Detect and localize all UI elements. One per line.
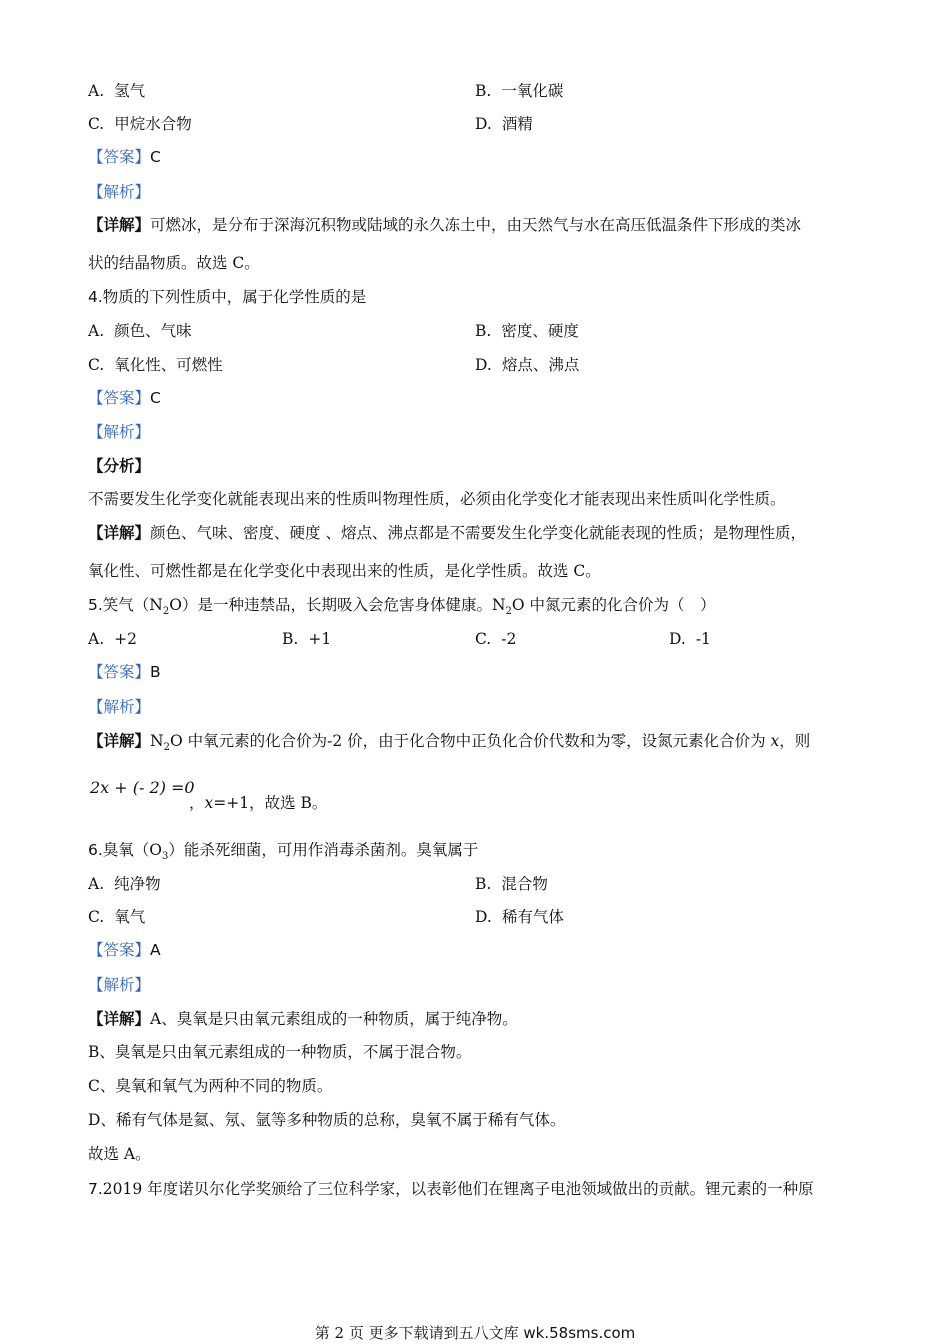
q6-line-c: C、臭氧和氧气为两种不同的物质。 [88, 1077, 333, 1095]
q4-stem: 4.物质的下列性质中，属于化学性质的是 [88, 288, 367, 306]
q4-fenxi-text: 不需要发生化学变化就能表现出来的性质叫物理性质，必须由化学变化才能表现出来性质叫化学性质。 [88, 490, 786, 508]
q4-option-a: A. 颜色、气味 [88, 322, 192, 340]
q6-line-d: D、稀有气体是氦、氖、氩等多种物质的总称，臭氧不属于稀有气体。 [88, 1111, 566, 1129]
q3-answer: 【答案】C [88, 148, 161, 166]
page-footer: 第 2 页 更多下载请到五八文库 wk.58sms.com [314, 1324, 636, 1342]
q6-option-c: C. 氧气 [88, 908, 146, 926]
q3-detail-line2: 状的结晶物质。故选 C。 [88, 254, 260, 272]
q5-option-d: D. -1 [669, 630, 711, 648]
q3-option-a: A. 氢气 [88, 82, 146, 100]
footer-site-link[interactable]: wk.58sms.com [523, 1324, 636, 1342]
q5-answer: 【答案】B [88, 663, 161, 681]
q4-fenxi-tag: 【分析】 [88, 456, 151, 475]
q3-option-c: C. 甲烷水合物 [88, 115, 192, 133]
q5-option-a: A. +2 [88, 630, 137, 648]
q4-option-c: C. 氧化性、可燃性 [88, 356, 223, 374]
q3-detail-line1: 【详解】可燃冰，是分布于深海沉积物或陆域的永久冻土中，由天然气与水在高压低温条件下形成的类冰 [88, 215, 802, 234]
q4-detail-line1: 【详解】颜色、气味、密度、硬度 、熔点、沸点都是不需要发生化学变化就能表现的性质；是物理性质， [88, 523, 806, 542]
q6-option-d: D. 稀有气体 [475, 908, 564, 926]
q4-answer: 【答案】C [88, 389, 161, 407]
q4-detail-line2: 氧化性、可燃性都是在化学变化中表现出来的性质，是化学性质。故选 C。 [88, 562, 601, 580]
q5-detail: 【详解】$N_2O$ 中氧元素的化合价为-2 价，由于化合物中正负化合价代数和为零，设氮元素化合价为 x，则 [88, 731, 811, 754]
q6-answer: 【答案】A [88, 941, 161, 959]
q6-option-a: A. 纯净物 [88, 875, 161, 893]
q5-option-b: B. +1 [282, 630, 332, 648]
q4-option-d: D. 熔点、沸点 [475, 356, 580, 374]
q6-analysis-tag: 【解析】 [88, 976, 151, 994]
q3-option-d: D. 酒精 [475, 115, 533, 133]
q4-analysis-tag: 【解析】 [88, 423, 151, 441]
q6-detail-line1: 【详解】A、臭氧是只由氧元素组成的一种物质，属于纯净物。 [88, 1009, 518, 1028]
q4-option-b: B. 密度、硬度 [475, 322, 579, 340]
q5-analysis-tag: 【解析】 [88, 698, 151, 716]
q6-option-b: B. 混合物 [475, 875, 548, 893]
q6-line-b: B、臭氧是只由氧元素组成的一种物质，不属于混合物。 [88, 1043, 472, 1061]
q6-stem: 6.臭氧$(O_3)$能杀死细菌，可用作消毒杀菌剂。臭氧属于 [88, 841, 479, 863]
q5-option-c: C. -2 [475, 630, 517, 648]
q7-stem: 7.2019 年度诺贝尔化学奖颁给了三位科学家，以表彰他们在锂离子电池领域做出的贡献。锂元素的一种原 [88, 1180, 814, 1198]
q5-equation: 2x + (- 2) =0 [90, 778, 195, 797]
q5-result: ，x=+1，故选 B。 [189, 794, 328, 812]
q5-stem: 5.笑气$(N_2O)$是一种违禁品，长期吸入会危害身体健康。$N_2O$ 中氮元素的化合价为（ ） [88, 596, 716, 618]
q3-analysis-tag: 【解析】 [88, 183, 151, 201]
q3-option-b: B. 一氧化碳 [475, 82, 564, 100]
q6-conclusion: 故选 A。 [88, 1145, 151, 1163]
